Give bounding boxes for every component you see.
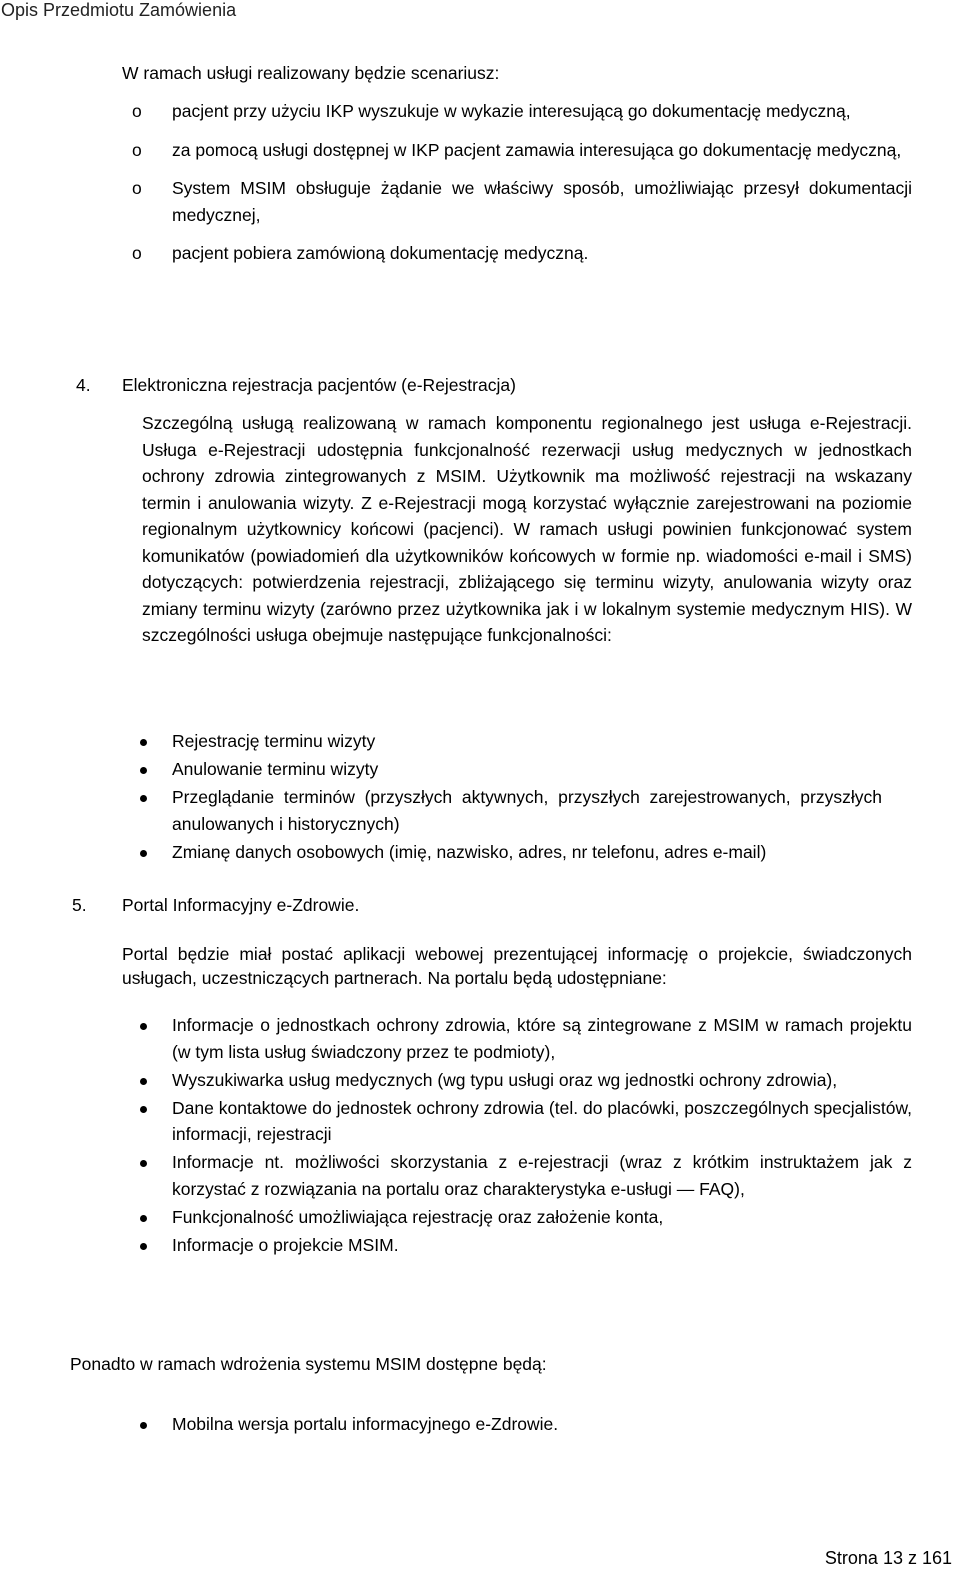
document-title: Opis Przedmiotu Zamówienia [1,0,237,20]
section-4-feature-list [140,728,882,867]
list-item [140,728,882,755]
list-marker: o [132,139,142,160]
bullet-icon [140,1422,147,1429]
bullet-icon [140,1160,147,1167]
list-item [140,839,882,866]
list-item [140,1149,912,1202]
section-4-heading [76,372,516,399]
bullet-icon [140,1023,147,1030]
section-5-heading [72,892,359,919]
list-item-text: Rejestrację terminu wizyty [172,731,376,751]
list-item-text: pacjent przy użyciu IKP wyszukuje w wykazie interesującą go dokumentację medyczną, [172,101,851,121]
closing-paragraph: Ponadto w ramach wdrożenia systemu MSIM dostępne będą: [70,1354,547,1374]
section-4-paragraph: Szczególną usługą realizowaną w ramach komponentu regionalnego jest usługa e-Rejestracji. Usługa e-Rejestracji udostępnia funkcjonalność rezerwacji usług medycznych w jednostkach ochrony zdrowia zintegrowanych z MSIM. Użytkownik ma możliwość rejestracji na wskazany termin i anulowania wizyty. Z e-Rejestracji mogą korzystać wyłącznie zarejestrowani na poziomie regionalnym użytkownicy końcowi (pacjenci). W ramach usługi powinien funkcjonować system komunikatów (powiadomień dla użytkowników końcowych w formie np. wiadomości e-mail i SMS) dotyczących: potwierdzenia rejestracji, zbliżającego się terminu wizyty, anulowania wizyty oraz zmiany terminu wizyty (zarówno przez użytkownika jak i w lokalnym systemie medycznym HIS). W szczególności usługa obejmuje następujące funkcjonalności: [142,413,912,645]
closing-list [140,1411,882,1438]
list-item [132,175,912,228]
bullet-icon [140,1078,147,1085]
list-item-text: Funkcjonalność umożliwiająca rejestrację oraz założenie konta, [172,1206,664,1227]
bullet-icon [140,1243,147,1250]
list-marker: o [132,101,142,121]
bullet-icon [140,1106,147,1113]
section-title: Portal Informacyjny e-Zdrowie. [122,895,360,915]
list-item-text: Przeglądanie terminów (przyszłych aktywnych, przyszłych zarejestrowanych, przyszłych anulowanych i historycznych) [172,787,882,834]
list-item [132,137,912,164]
list-item [140,1411,882,1438]
bullet-icon [140,795,147,802]
section-number: 5. [72,895,87,915]
list-item-text: za pomocą usługi dostępnej w IKP pacjent zamawia interesująca go dokumentację medyczną, [172,139,902,160]
section-title: Elektroniczna rejestracja pacjentów (e-Rejestracja) [122,375,516,395]
list-item-text: Informacje nt. możliwości skorzystania z e-rejestracji (wraz z krótkim instruktażem jak z korzystać z rozwiązania na portalu oraz charakterystyka e-usługi — FAQ), [172,1152,912,1199]
bullet-icon [140,739,147,746]
list-item-text: System MSIM obsługuje żądanie we właściwy sposób, umożliwiając przesył dokumentacji medycznej, [172,178,912,225]
list-item [140,1232,912,1259]
section-5-feature-list [140,1012,912,1260]
list-item-text: Mobilna wersja portalu informacyjnego e-Zdrowie. [172,1414,559,1434]
list-item-text: Wyszukiwarka usług medycznych (wg typu usługi oraz wg jednostki ochrony zdrowia), [172,1069,838,1090]
bullet-icon [140,850,147,857]
list-item-text: Informacje o projekcie MSIM. [172,1234,399,1255]
list-item-text: Dane kontaktowe do jednostek ochrony zdrowia (tel. do placówki, poszczególnych specjalistów, informacji, rejestracji [172,1097,912,1144]
list-item-text: Zmianę danych osobowych (imię, nazwisko, adres, nr telefonu, adres e-mail) [172,841,767,862]
list-item-text: pacjent pobiera zamówioną dokumentację medyczną. [172,243,589,263]
list-item [140,1067,912,1094]
list-item [140,1012,912,1065]
bullet-icon [140,1215,147,1222]
list-item [132,240,912,267]
scenario-list [132,98,912,279]
section-5-paragraph: Portal będzie miał postać aplikacji webowej prezentującej informację o projekcie, świadczonych usługach, uczestniczących partnerach. Na portalu będą udostępniane: [122,944,912,988]
scenario-intro: W ramach usługi realizowany będzie scenariusz: [122,63,500,83]
list-item [140,1095,912,1148]
list-item [140,1204,912,1231]
list-item [140,756,882,783]
list-marker: o [132,178,142,198]
section-number: 4. [76,375,91,395]
list-item [140,784,882,837]
page-number: Strona 13 z 161 [824,1548,952,1568]
list-item [132,98,912,125]
bullet-icon [140,767,147,774]
list-marker: o [132,243,142,263]
list-item-text: Anulowanie terminu wizyty [172,759,379,779]
list-item-text: Informacje o jednostkach ochrony zdrowia, które są zintegrowane z MSIM w ramach projektu (w tym lista usług świadczony przez te podmioty), [172,1015,912,1062]
